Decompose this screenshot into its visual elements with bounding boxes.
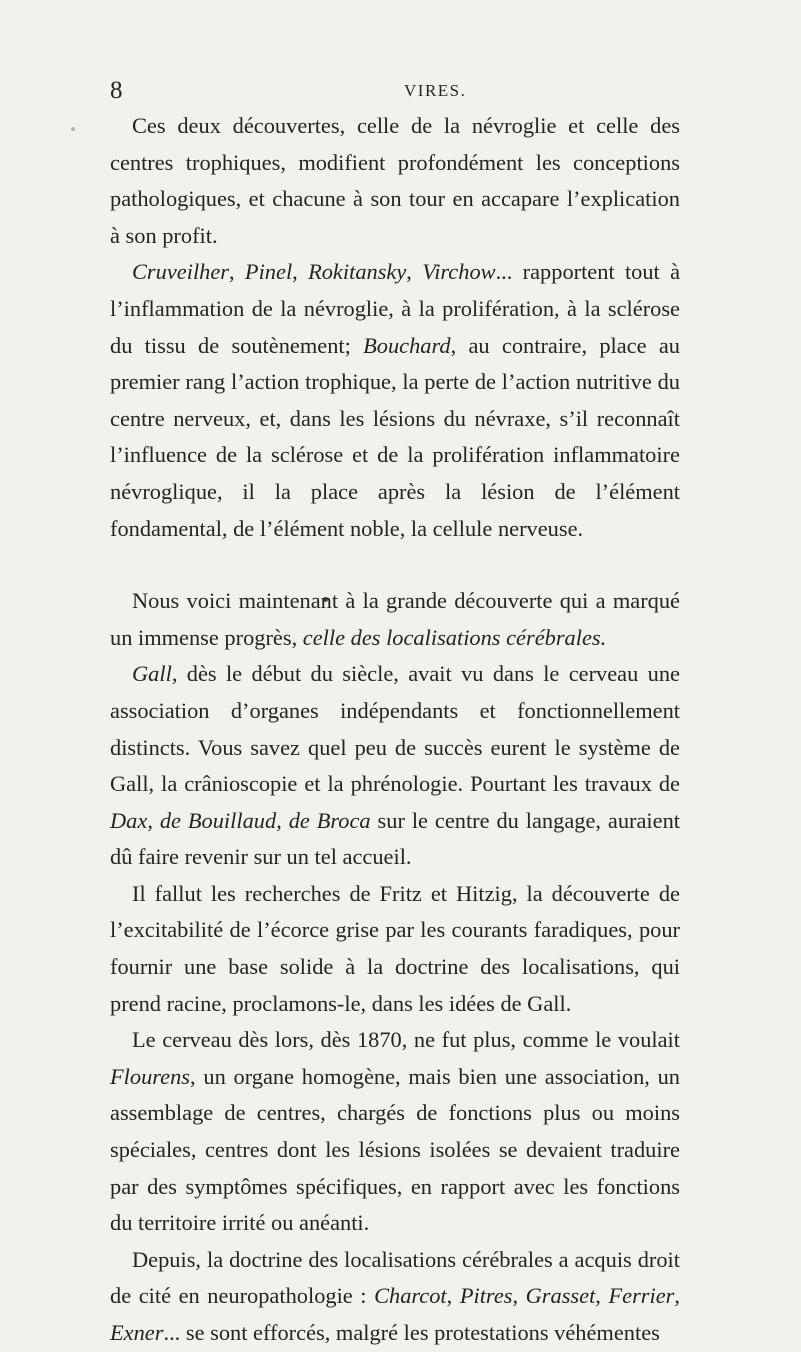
paragraph-7	[110, 1242, 680, 1352]
author-name: Virchow	[422, 259, 496, 285]
paragraph-text: sur le centre du langage, auraient dû faire revenir sur un tel accueil.	[110, 807, 680, 870]
page-number: 8	[110, 77, 123, 104]
author-name: Pitres	[459, 1283, 513, 1309]
paragraph-text: Il fallut les recherches de Fritz et Hitzig, la découverte de l’excitabilité de l’écorce grise par les courants faradiques, pour fournir une base solide à la doctrine des localisations, qui prend racine, proclamons-le, dans les idées de Gall.	[110, 880, 680, 1016]
author-name: Flourens	[110, 1063, 191, 1089]
author-name: Ferrier	[608, 1283, 675, 1309]
author-name: Charcot	[374, 1283, 447, 1309]
paragraph-text: , un organe homogène, mais bien une association, un assemblage de centres, chargés de fonctions plus ou moins spéciales, centres dont les lésions isolées se devaient traduire par des symptômes spécifiques, en rapport avec les fonctions du territoire irrité ou anéanti.	[110, 1063, 680, 1236]
paragraph-4	[110, 656, 680, 876]
author-name: de Broca	[288, 807, 371, 833]
paragraph-5	[110, 876, 680, 1022]
paragraph-text: ,	[292, 259, 309, 285]
paragraph-text: , dès le début du siècle, avait vu dans le cerveau une association d’organes indépendants et fonctionnellement distincts. Vous savez quel peu de succès eurent le système de Gall, la crânioscopie et la phrénologie. Pourtant les travaux de	[110, 661, 680, 797]
author-name: Cruveilher	[132, 259, 230, 285]
paragraph-text: ... se sont efforcés, malgré les protestations véhémentes	[163, 1320, 660, 1345]
author-name: Rokitansky	[308, 259, 407, 285]
paragraph-text: Le cerveau dès lors, dès 1870, ne fut plus, comme le voulait	[132, 1027, 680, 1053]
paragraph-3	[110, 583, 680, 656]
paragraph-text: ,	[147, 807, 160, 833]
author-name: Dax	[110, 807, 148, 833]
paragraph-text: ,	[276, 807, 289, 833]
paragraph-text: ,	[406, 259, 423, 285]
emphasis-text: celle des localisations cérébrales.	[302, 624, 607, 650]
paragraph-6	[110, 1022, 680, 1242]
paragraph-text: Ces deux découvertes, celle de la névroglie et celle des centres trophiques, modifient profondément les conceptions pathologiques, et chacune à son tour en accapare l’explication à son profit.	[110, 113, 680, 248]
running-head: VIRES.	[404, 81, 467, 100]
author-name: de Bouillaud	[159, 807, 277, 833]
paragraph-text: , au contraire, place au premier rang l’action trophique, la perte de l’action nutritive du centre nerveux, et, dans les lésions du névraxe, s’il reconnaît l’influence de la sclérose et de la prolifération inflammatoire névroglique, il la place après la lésion de l’élément fondamental, de l’élément noble, la cellule nerveuse.	[110, 332, 680, 541]
author-name: Bouchard	[363, 332, 451, 358]
author-name: Pinel	[244, 259, 293, 285]
paragraph-text: ... rapportent tout à l’inflammation de la névroglie, à la prolifération, à la sclérose du tissu de soutènement;	[110, 259, 681, 358]
paragraph-text: ,	[512, 1283, 526, 1309]
paragraph-text: ,	[446, 1283, 460, 1309]
body-text	[110, 108, 680, 1352]
paragraph-text: Nous voici maintenant à la grande découverte qui a marqué un immense progrès,	[110, 588, 680, 650]
paragraph-text: ,	[229, 259, 245, 285]
paragraph-text: Depuis, la doctrine des localisations cérébrales a acquis droit de cité en neuropathologie :	[110, 1246, 680, 1309]
paragraph-text: ,	[595, 1283, 609, 1309]
author-name: Gall	[132, 661, 172, 687]
paragraph-text: ,	[674, 1283, 680, 1309]
paragraph-2	[110, 254, 680, 547]
author-name: Exner	[110, 1320, 164, 1345]
paragraph-1	[110, 108, 680, 254]
author-name: Grasset	[525, 1283, 596, 1309]
paper-speck	[71, 127, 75, 131]
